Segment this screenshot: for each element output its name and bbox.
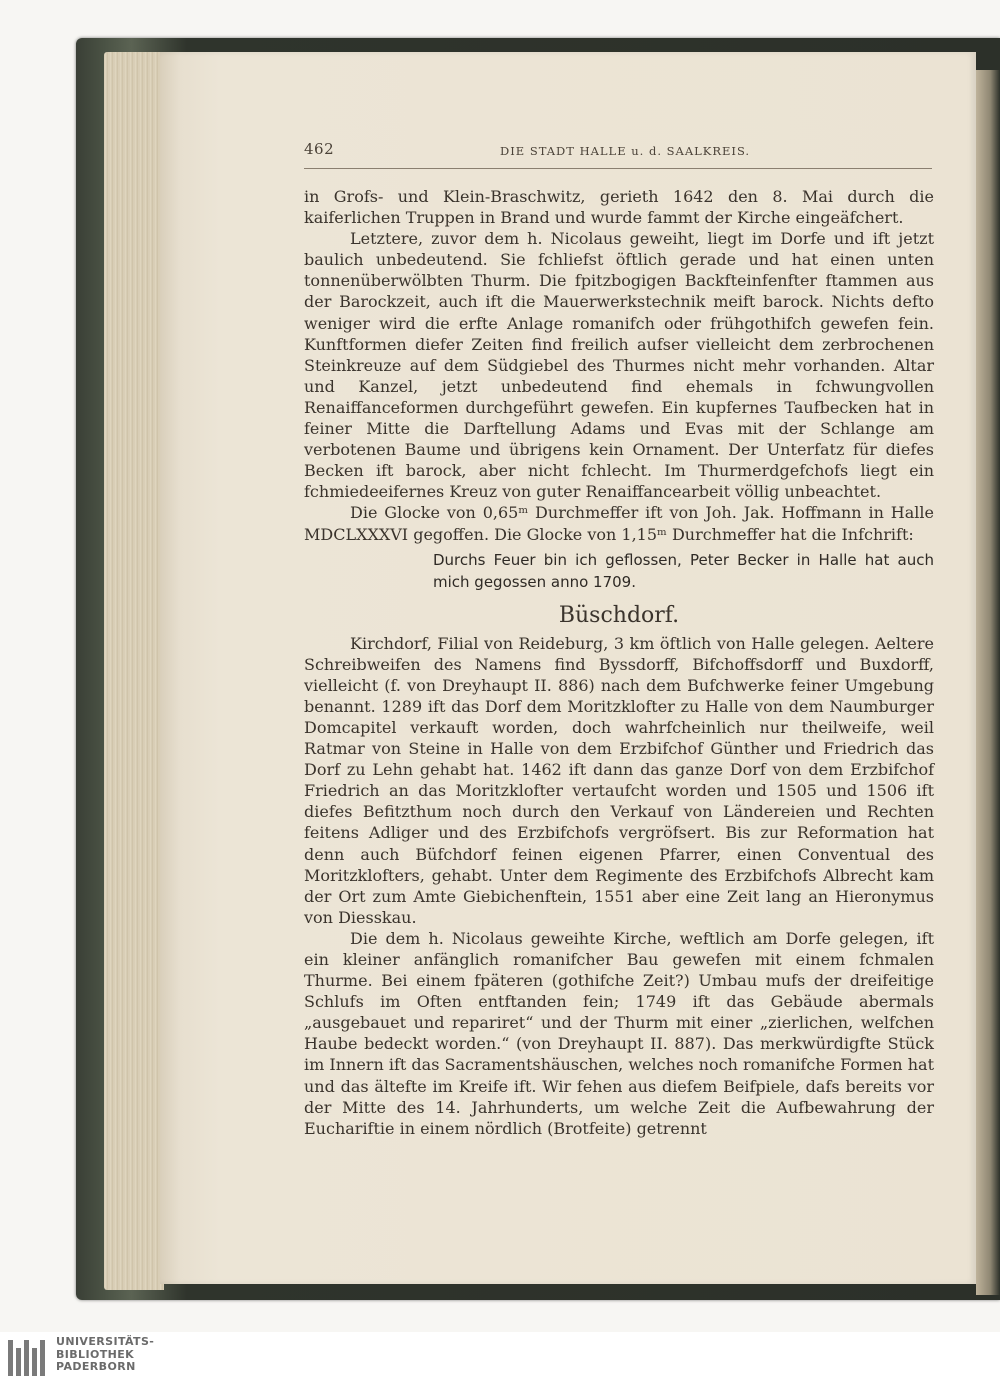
paragraph: in Grofs- und Klein-Braschwitz, gerieth 1642 den 8. Mai durch die kaiferlichen Truppen in Brand und wurde fammt der Kirche eingeäfchert. bbox=[304, 187, 934, 228]
page-header bbox=[304, 142, 932, 164]
page-body bbox=[304, 186, 934, 1139]
right-page-edge bbox=[976, 70, 1000, 1295]
paragraph: Letztere, zuvor dem h. Nicolaus geweiht, liegt im Dorfe und ift jetzt baulich unbedeutend. Sie fchliefst öftlich gerade und hat einen unten tonnenüberwölbten Thurm. Die fpitzbogigen Backfteinfenfter ftammen aus der Barockzeit, auch ift die Mauerwerkstechnik meift barock. Nichts defto weniger wird die erfte Anlage romanifch oder frühgothifch gewefen fein. Kunftformen diefer Zeiten find freilich aufser vielleicht dem zerbrochenen Steinkreuze auf dem Südgiebel des Thurmes nicht mehr vorhanden. Altar und Kanzel, jetzt unbedeutend find ehemals in fchwungvollen Renaiffanceformen durchgeführt gewefen. Ein kupfernes Taufbecken hat in feiner Mitte die Darftellung Adams und Evas mit der Schlange am verbotenen Baume und übrigens kein Ornament. Der Unterfatz für diefes Becken ift barock, aber nicht fchlecht. Im Thurmerdgefchofs liegt ein fchmiedeeifernes Kreuz von guter Renaiffancearbeit völlig unbeachtet. bbox=[304, 229, 934, 502]
logo-line-1: UNIVERSITÄTS- bbox=[56, 1335, 155, 1348]
paragraph: Kirchdorf, Filial von Reideburg, 3 km öftlich von Halle gelegen. Aeltere Schreibweifen des Namens find Byssdorff, Bifchoffsdorff und Buxdorff, vielleicht (f. von Dreyhaupt II. 886) nach dem Bufchwerke feiner Umgebung benannt. 1289 ift das Dorf dem Moritzklofter zu Halle von dem Naumburger Domcapitel verkauft worden, doch wahrfcheinlich nur theilweife, weil Ratmar von Steine in Halle von dem Erzbifchof Günther und Friedrich das Dorf zu Lehn gehabt hat. 1462 ift dann das ganze Dorf von dem Erzbifchof Friedrich an das Moritzklofter vertaufcht worden und 1505 und 1506 ift diefes Befitzthum noch durch den Verkauf von Ländereien und Rechten feitens Adliger und des Erzbifchofs vergröfsert. Bis zur Reformation hat denn auch Büfchdorf feinen eigenen Pfarrer, einen Conventual des Moritzklofters, gehabt. Unter dem Regimente des Erzbifchofs Albrecht kam der Ort zum Amte Giebichenftein, 1551 aber eine Zeit lang an Hieronymus von Diesskau. bbox=[304, 633, 934, 927]
paragraph: Die Glocke von 0,65ᵐ Durchmeffer ift von Joh. Jak. Hoffmann in Halle MDCLXXXVI gegoffen. Die Glocke von 1,15ᵐ Durchmeffer hat die Infchrift: bbox=[304, 503, 934, 544]
running-title: DIE STADT HALLE u. d. SAALKREIS. bbox=[500, 144, 751, 158]
page-number: 462 bbox=[304, 140, 335, 158]
bell-inscription: Durchs Feuer bin ich geflossen, Peter Becker in Halle hat auch mich gegossen anno 1709. bbox=[433, 550, 934, 591]
logo-line-2: BIBLIOTHEK bbox=[56, 1347, 135, 1361]
paragraph: Die dem h. Nicolaus geweihte Kirche, weftlich am Dorfe gelegen, ift ein kleiner anfänglich romanifcher Bau gewefen mit einem fchmalen Thurme. Bei einem fpäteren (gothifche Zeit?) Umbau mufs der dreifeitige Schlufs im Often entftanden fein; 1749 ift das Gebäude abermals „ausgebauet und repariret“ und der Thurm mit einer „zierlichen, welfchen Haube bedeckt worden.“ (von Dreyhaupt II. 887). Das merkwürdigfte Stück im Innern ift das Sacramentshäuschen, welches noch romanifche Formen hat und das ältefte im Kreife ift. Wir fehen aus diefem Beifpiele, dafs bereits vor der Mitte des 14. Jahrhunderts, um welche Zeit die Aufbewahrung der Euchariftie in einem nördlich (Brotfeite) getrennt bbox=[304, 928, 934, 1138]
library-columns-logo-icon bbox=[6, 1338, 50, 1378]
header-rule bbox=[304, 168, 932, 169]
page-stack-edge bbox=[104, 52, 164, 1290]
logo-line-3: PADERBORN bbox=[56, 1360, 136, 1373]
library-footer bbox=[0, 1332, 1000, 1383]
section-heading: Büschdorf. bbox=[558, 602, 680, 628]
